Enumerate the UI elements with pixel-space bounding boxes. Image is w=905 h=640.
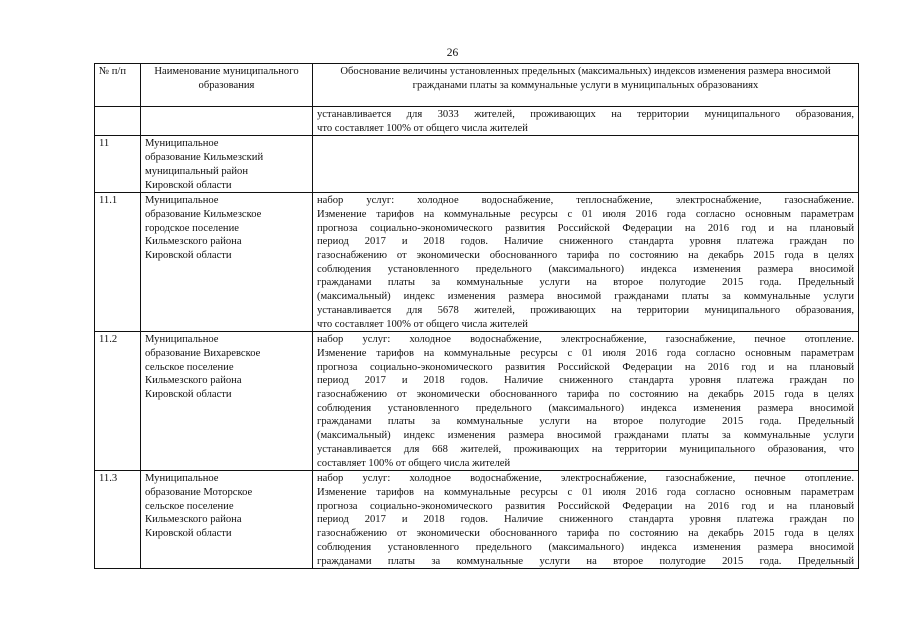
text-line: устанавливается для 668 жителей, проживающих на территории муниципального образования, что (317, 443, 854, 455)
row-justification (313, 332, 859, 471)
name-line: образование Кильмезский (145, 152, 264, 164)
row-municipality-name (141, 107, 313, 136)
name-line: сельское поселение (145, 361, 234, 373)
text-line: гражданами платы за коммунальные услуги на второе полугодие 2015 года. Предельный (317, 416, 854, 428)
text-line: прогноза социально-экономического развития Российской Федерации на 2016 год и на плановый (317, 500, 854, 512)
header-number: № п/п (95, 64, 141, 107)
row-justification (313, 107, 859, 136)
name-line: образование Вихаревское (145, 347, 261, 359)
text-line: прогноза социально-экономического развития Российской Федерации на 2016 год и на плановый (317, 361, 854, 373)
name-line: Муниципальное (145, 334, 219, 346)
text-line: Изменение тарифов на коммунальные ресурсы с 01 июля 2016 года согласно основным параметрам (317, 486, 854, 498)
text-line: устанавливается для 5678 жителей, проживающих на территории муниципального образования, (317, 304, 854, 316)
row-municipality-name (141, 136, 313, 193)
text-line: Изменение тарифов на коммунальные ресурсы с 01 июля 2016 года согласно основным параметрам (317, 208, 854, 220)
text-line: период 2017 и 2018 годов. Наличие сниженного стандарта уровня платежа граждан по (317, 514, 854, 526)
text-line: соблюдения установленного предельного (максимального) индекса изменения размера вносимой (317, 541, 854, 553)
text-line: соблюдения установленного предельного (максимального) индекса изменения размера вносимой (317, 263, 854, 275)
row-justification (313, 471, 859, 569)
text-line: набор услуг: холодное водоснабжение, электроснабжение, газоснабжение, печное отопление. (317, 334, 854, 346)
name-line: Муниципальное (145, 473, 219, 485)
text-line: составляет 100% от общего числа жителей (317, 457, 511, 469)
text-line: Изменение тарифов на коммунальные ресурсы с 01 июля 2016 года согласно основным параметрам (317, 347, 854, 359)
text-line: набор услуг: холодное водоснабжение, электроснабжение, газоснабжение, печное отопление. (317, 473, 854, 485)
row-municipality-name (141, 332, 313, 471)
text-line: (максимальный) индекс изменения размера вносимой гражданами платы за коммунальные услуги (317, 291, 854, 303)
text-line: (максимальный) индекс изменения размера вносимой гражданами платы за коммунальные услуги (317, 430, 854, 442)
name-line: муниципальный район (145, 165, 248, 177)
header-municipality-name: Наименование муниципального образования (141, 64, 313, 107)
text-line: газоснабжению от экономически обоснованного тарифа по состоянию на декабрь 2015 года в целях (317, 250, 854, 262)
header-justification: Обоснование величины установленных предельных (максимальных) индексов изменения размера вносимой гражданами платы за коммунальные услуги в муниципальных образованиях (313, 64, 859, 107)
name-line: образование Кильмезское (145, 208, 262, 220)
name-line: городское поселение (145, 222, 239, 234)
text-line: газоснабжению от экономически обоснованного тарифа по состоянию на декабрь 2015 года в целях (317, 389, 854, 401)
row-municipality-name (141, 471, 313, 569)
table-header-row (95, 64, 859, 107)
text-line: устанавливается для 3033 жителей, проживающих на территории муниципального образования, (317, 109, 854, 120)
row-number (95, 107, 141, 136)
name-line: Муниципальное (145, 195, 219, 207)
name-line: Кильмезского района (145, 514, 242, 526)
row-number: 11.1 (95, 193, 141, 332)
table-row (95, 107, 859, 136)
page-number: 26 (446, 47, 459, 59)
row-justification (313, 136, 859, 193)
name-line: Кильмезского района (145, 236, 242, 248)
name-line: Кировской области (145, 389, 232, 401)
text-line: газоснабжению от экономически обоснованного тарифа по состоянию на декабрь 2015 года в целях (317, 528, 854, 540)
table-row (95, 332, 859, 471)
tariff-index-table (94, 63, 859, 569)
row-justification (313, 193, 859, 332)
name-line: Кировской области (145, 250, 232, 262)
name-line: Кировской области (145, 528, 232, 540)
name-line: сельское поселение (145, 500, 234, 512)
name-line: Муниципальное (145, 138, 219, 150)
table-row (95, 471, 859, 569)
text-line: соблюдения установленного предельного (максимального) индекса изменения размера вносимой (317, 402, 854, 414)
text-line: что составляет 100% от общего числа жителей (317, 122, 528, 134)
row-number: 11.3 (95, 471, 141, 569)
name-line: Кировской области (145, 179, 232, 191)
text-line: гражданами платы за коммунальные услуги на второе полугодие 2015 года. Предельный (317, 555, 854, 567)
text-line: набор услуг: холодное водоснабжение, теплоснабжение, электроснабжение, газоснабжение. (317, 195, 854, 207)
text-line: период 2017 и 2018 годов. Наличие сниженного стандарта уровня платежа граждан по (317, 375, 854, 387)
row-number: 11 (95, 136, 141, 193)
text-line: период 2017 и 2018 годов. Наличие сниженного стандарта уровня платежа граждан по (317, 236, 854, 248)
row-municipality-name (141, 193, 313, 332)
row-number: 11.2 (95, 332, 141, 471)
table-row (95, 193, 859, 332)
text-line: гражданами платы за коммунальные услуги на второе полугодие 2015 года. Предельный (317, 277, 854, 289)
text-line: прогноза социально-экономического развития Российской Федерации на 2016 год и на плановый (317, 222, 854, 234)
table-row (95, 136, 859, 193)
text-line: что составляет 100% от общего числа жителей (317, 318, 528, 330)
name-line: Кильмезского района (145, 375, 242, 387)
name-line: образование Моторское (145, 486, 253, 498)
